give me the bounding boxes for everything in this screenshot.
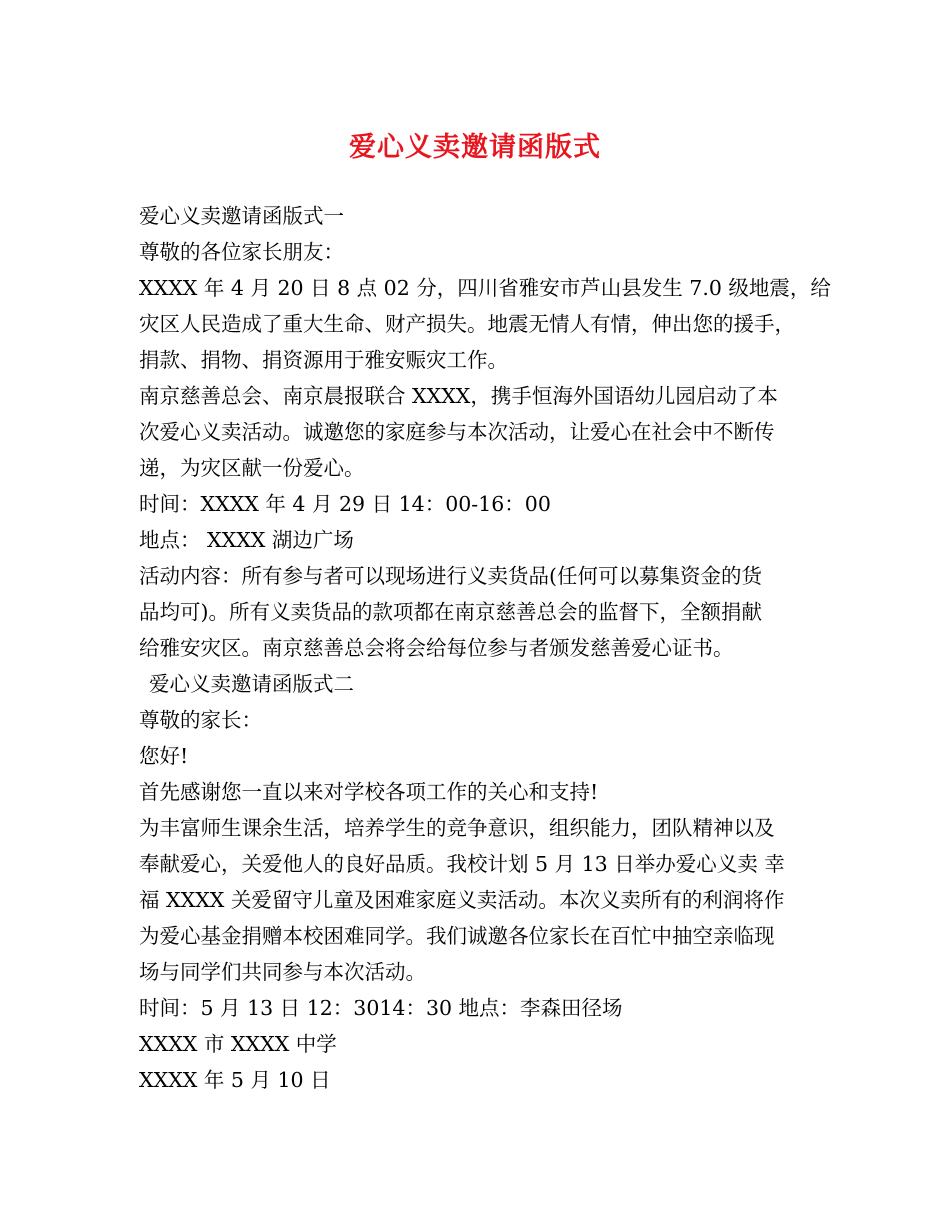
paragraph-line: 灾区人民造成了重大生命、财产损失。地震无情人有情，伸出您的援手， (139, 312, 795, 336)
section-heading-2: 爱心义卖邀请函版式二 (149, 672, 354, 696)
paragraph-line: 次爱心义卖活动。诚邀您的家庭参与本次活动，让爱心在社会中不断传 (139, 420, 775, 444)
paragraph-line: 品均可)。所有义卖货品的款项都在南京慈善总会的监督下，全额捐献 (139, 600, 762, 624)
paragraph-line: 首先感谢您一直以来对学校各项工作的关心和支持! (139, 780, 599, 804)
event-location-1: 地点： XXXX 湖边广场 (139, 528, 354, 552)
event-time-location-2: 时间：5 月 13 日 12：3014：30 地点：李森田径场 (139, 996, 623, 1020)
event-time-1: 时间：XXXX 年 4 月 29 日 14：00-16：00 (139, 492, 551, 516)
paragraph-line: 给雅安灾区。南京慈善总会将会给每位参与者颁发慈善爱心证书。 (139, 636, 734, 660)
paragraph-line: 场与同学们共同参与本次活动。 (139, 960, 426, 984)
salutation-1: 尊敬的各位家长朋友： (139, 240, 344, 264)
signature-date: XXXX 年 5 月 10 日 (139, 1068, 331, 1092)
section-heading-1: 爱心义卖邀请函版式一 (139, 204, 344, 228)
document-title: 爱心义卖邀请函版式 (349, 132, 601, 163)
paragraph-line: XXXX 年 4 月 20 日 8 点 02 分，四川省雅安市芦山县发生 7.0 级地震，给 (139, 276, 831, 300)
signature-organization: XXXX 市 XXXX 中学 (139, 1032, 337, 1056)
paragraph-line: 递，为灾区献一份爱心。 (139, 456, 365, 480)
document-body (139, 198, 829, 1098)
paragraph-line: 捐款、捐物、捐资源用于雅安赈灾工作。 (139, 348, 508, 372)
salutation-2: 尊敬的家长： (139, 708, 262, 732)
paragraph-line: 南京慈善总会、南京晨报联合 XXXX，携手恒海外国语幼儿园启动了本 (139, 384, 778, 408)
paragraph-line: 活动内容：所有参与者可以现场进行义卖货品(任何可以募集资金的货 (139, 564, 762, 588)
greeting: 您好! (139, 744, 189, 768)
paragraph-line: 为丰富师生课余生活，培养学生的竞争意识，组织能力，团队精神以及 (139, 816, 775, 840)
paragraph-line: 奉献爱心，关爱他人的良好品质。我校计划 5 月 13 日举办爱心义卖 幸 (139, 852, 785, 876)
paragraph-line: 为爱心基金捐赠本校困难同学。我们诚邀各位家长在百忙中抽空亲临现 (139, 924, 775, 948)
paragraph-line: 福 XXXX 关爱留守儿童及困难家庭义卖活动。本次义卖所有的利润将作 (139, 888, 785, 912)
